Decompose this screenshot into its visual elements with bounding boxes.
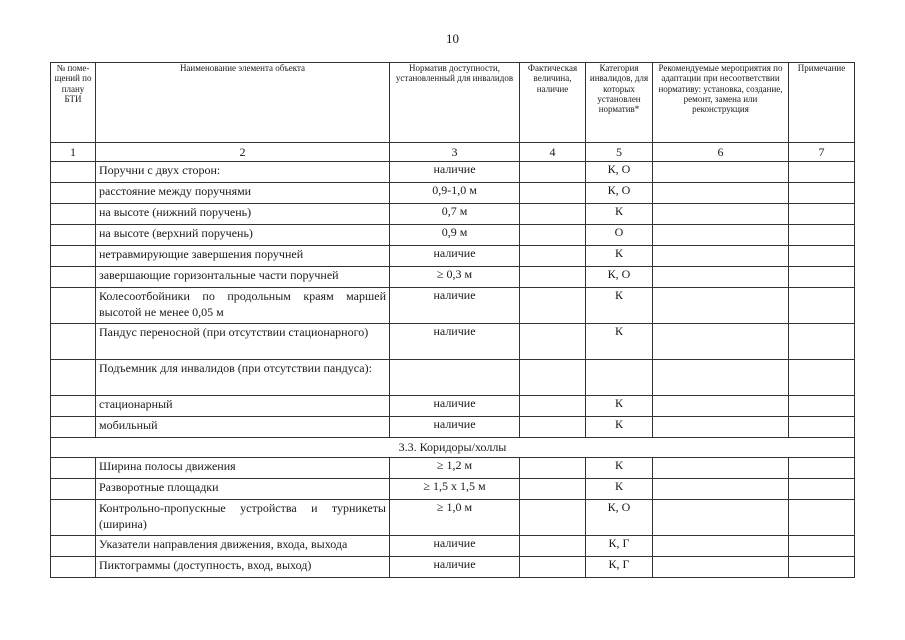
note-cell xyxy=(789,536,855,557)
element-name-cell: Подъемник для инвалидов (при отсутствии пандуса): xyxy=(96,360,390,396)
room-number-cell xyxy=(51,557,96,578)
room-number-cell xyxy=(51,288,96,324)
room-number-cell xyxy=(51,204,96,225)
norm-cell: ≥ 0,3 м xyxy=(390,267,520,288)
norm-cell xyxy=(390,360,520,396)
header-row xyxy=(51,63,855,143)
note-cell xyxy=(789,458,855,479)
category-cell: К xyxy=(586,417,653,438)
header-room-number: № поме-щений по плану БТИ xyxy=(51,63,96,143)
table-row xyxy=(51,225,855,246)
element-name-cell: Ширина полосы движения xyxy=(96,458,390,479)
actual-cell xyxy=(520,557,586,578)
measures-cell xyxy=(653,183,789,204)
element-name-cell: Контрольно-пропускные устройства и турникеты (ширина) xyxy=(96,500,390,536)
category-cell: О xyxy=(586,225,653,246)
element-name-cell: Указатели направления движения, входа, выхода xyxy=(96,536,390,557)
measures-cell xyxy=(653,225,789,246)
actual-cell xyxy=(520,225,586,246)
room-number-cell xyxy=(51,162,96,183)
category-cell: К xyxy=(586,458,653,479)
room-number-cell xyxy=(51,396,96,417)
table-row xyxy=(51,557,855,578)
note-cell xyxy=(789,162,855,183)
table-row xyxy=(51,162,855,183)
category-cell: К, О xyxy=(586,267,653,288)
norm-cell: наличие xyxy=(390,246,520,267)
element-name-cell: Поручни с двух сторон: xyxy=(96,162,390,183)
category-cell xyxy=(586,360,653,396)
measures-cell xyxy=(653,458,789,479)
norm-cell: наличие xyxy=(390,557,520,578)
room-number-cell xyxy=(51,324,96,360)
actual-cell xyxy=(520,479,586,500)
norm-cell: 0,9-1,0 м xyxy=(390,183,520,204)
norm-cell: 0,7 м xyxy=(390,204,520,225)
table-row xyxy=(51,479,855,500)
category-cell: К xyxy=(586,204,653,225)
note-cell xyxy=(789,288,855,324)
measures-cell xyxy=(653,204,789,225)
category-cell: К xyxy=(586,246,653,267)
norm-cell: ≥ 1,2 м xyxy=(390,458,520,479)
measures-cell xyxy=(653,417,789,438)
norm-cell: наличие xyxy=(390,536,520,557)
category-cell: К xyxy=(586,396,653,417)
section-row xyxy=(51,438,855,458)
measures-cell xyxy=(653,479,789,500)
column-number: 5 xyxy=(586,143,653,162)
category-cell: К, О xyxy=(586,162,653,183)
actual-cell xyxy=(520,396,586,417)
category-cell: К xyxy=(586,324,653,360)
norm-cell: наличие xyxy=(390,162,520,183)
room-number-cell xyxy=(51,360,96,396)
actual-cell xyxy=(520,162,586,183)
room-number-cell xyxy=(51,267,96,288)
actual-cell xyxy=(520,360,586,396)
note-cell xyxy=(789,360,855,396)
category-cell: К, Г xyxy=(586,557,653,578)
table-row xyxy=(51,267,855,288)
actual-cell xyxy=(520,246,586,267)
room-number-cell xyxy=(51,417,96,438)
note-cell xyxy=(789,479,855,500)
element-name-cell: на высоте (нижний поручень) xyxy=(96,204,390,225)
element-name-cell: на высоте (верхний поручень) xyxy=(96,225,390,246)
category-cell: К, О xyxy=(586,183,653,204)
page-number: 10 xyxy=(446,31,459,46)
element-name-cell: мобильный xyxy=(96,417,390,438)
element-name-cell: Пиктограммы (доступность, вход, выход) xyxy=(96,557,390,578)
actual-cell xyxy=(520,500,586,536)
element-name-cell: Разворотные площадки xyxy=(96,479,390,500)
note-cell xyxy=(789,417,855,438)
column-number: 2 xyxy=(96,143,390,162)
measures-cell xyxy=(653,536,789,557)
category-cell: К xyxy=(586,288,653,324)
element-name-cell: Пандус переносной (при отсутствии стационарного) xyxy=(96,324,390,360)
table-row xyxy=(51,324,855,360)
table-row xyxy=(51,396,855,417)
header-category: Категория инвалидов, для которых установлен норматив* xyxy=(586,63,653,143)
note-cell xyxy=(789,324,855,360)
table-row xyxy=(51,204,855,225)
table-row xyxy=(51,246,855,267)
note-cell xyxy=(789,204,855,225)
note-cell xyxy=(789,267,855,288)
room-number-cell xyxy=(51,458,96,479)
room-number-cell xyxy=(51,225,96,246)
room-number-cell xyxy=(51,536,96,557)
norm-cell: наличие xyxy=(390,288,520,324)
element-name-cell: завершающие горизонтальные части поручней xyxy=(96,267,390,288)
measures-cell xyxy=(653,288,789,324)
measures-cell xyxy=(653,162,789,183)
norm-cell: наличие xyxy=(390,417,520,438)
column-number: 6 xyxy=(653,143,789,162)
room-number-cell xyxy=(51,183,96,204)
room-number-cell xyxy=(51,500,96,536)
actual-cell xyxy=(520,288,586,324)
column-numbers-row xyxy=(51,143,855,162)
column-number: 7 xyxy=(789,143,855,162)
table-row xyxy=(51,417,855,438)
room-number-cell xyxy=(51,246,96,267)
room-number-cell xyxy=(51,479,96,500)
norm-cell: ≥ 1,5 х 1,5 м xyxy=(390,479,520,500)
header-measures: Рекомендуемые мероприятия по адаптации при несоответствии нормативу: установка, создание, ремонт, замена или реконструкция xyxy=(653,63,789,143)
norm-cell: наличие xyxy=(390,396,520,417)
category-cell: К, О xyxy=(586,500,653,536)
note-cell xyxy=(789,225,855,246)
element-name-cell: расстояние между поручнями xyxy=(96,183,390,204)
column-number: 1 xyxy=(51,143,96,162)
column-number: 4 xyxy=(520,143,586,162)
table-row xyxy=(51,500,855,536)
accessibility-table xyxy=(50,62,855,578)
norm-cell: 0,9 м xyxy=(390,225,520,246)
note-cell xyxy=(789,557,855,578)
column-number: 3 xyxy=(390,143,520,162)
table-row xyxy=(51,360,855,396)
note-cell xyxy=(789,246,855,267)
header-norm: Норматив доступности, установленный для инвалидов xyxy=(390,63,520,143)
category-cell: К, Г xyxy=(586,536,653,557)
measures-cell xyxy=(653,396,789,417)
actual-cell xyxy=(520,204,586,225)
table-row xyxy=(51,288,855,324)
header-note: Примечание xyxy=(789,63,855,143)
measures-cell xyxy=(653,360,789,396)
measures-cell xyxy=(653,500,789,536)
measures-cell xyxy=(653,246,789,267)
actual-cell xyxy=(520,267,586,288)
table-row xyxy=(51,183,855,204)
table-row xyxy=(51,536,855,557)
norm-cell: наличие xyxy=(390,324,520,360)
actual-cell xyxy=(520,458,586,479)
note-cell xyxy=(789,183,855,204)
note-cell xyxy=(789,500,855,536)
actual-cell xyxy=(520,183,586,204)
element-name-cell: Колесоотбойники по продольным краям маршей высотой не менее 0,05 м xyxy=(96,288,390,324)
header-actual: Фактическая величина, наличие xyxy=(520,63,586,143)
section-title: 3.3. Коридоры/холлы xyxy=(51,438,855,458)
norm-cell: ≥ 1,0 м xyxy=(390,500,520,536)
measures-cell xyxy=(653,324,789,360)
header-element-name: Наименование элемента объекта xyxy=(96,63,390,143)
actual-cell xyxy=(520,324,586,360)
category-cell: К xyxy=(586,479,653,500)
measures-cell xyxy=(653,267,789,288)
measures-cell xyxy=(653,557,789,578)
table-row xyxy=(51,458,855,479)
element-name-cell: нетравмирующие завершения поручней xyxy=(96,246,390,267)
note-cell xyxy=(789,396,855,417)
actual-cell xyxy=(520,536,586,557)
element-name-cell: стационарный xyxy=(96,396,390,417)
actual-cell xyxy=(520,417,586,438)
